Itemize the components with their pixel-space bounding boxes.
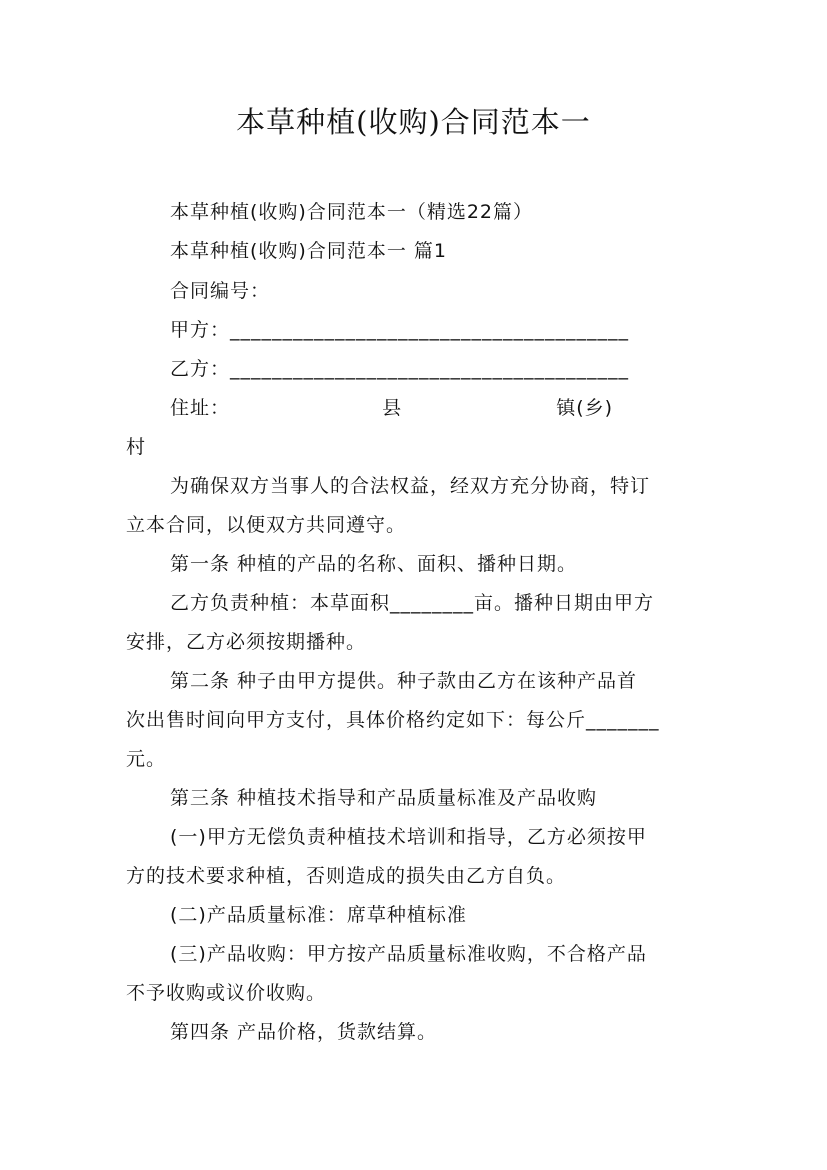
party-a-field: 甲方：______________________________________ <box>170 319 630 341</box>
article-heading: 第一条 种植的产品的名称、面积、播种日期。 <box>170 553 578 575</box>
paragraph-line: 方的技术要求种植，否则造成的损失由乙方自负。 <box>126 865 567 887</box>
county-label: 县 <box>382 397 403 419</box>
document-title: 本草种植(收购)合同范本一 <box>236 105 591 139</box>
party-b-field: 乙方：______________________________________ <box>170 358 630 380</box>
paragraph-line: 为确保双方当事人的合法权益，经双方充分协商，特订 <box>170 475 651 497</box>
contract-number-label: 合同编号： <box>170 280 271 302</box>
town-label: 镇(乡) <box>556 397 614 419</box>
paragraph-line: (三)产品收购：甲方按产品质量标准收购，不合格产品 <box>170 943 647 965</box>
paragraph-line: (二)产品质量标准：席草种植标准 <box>170 904 467 926</box>
address-line <box>170 396 613 420</box>
paragraph-line: 立本合同，以便双方共同遵守。 <box>126 514 407 536</box>
article-heading: 第四条 产品价格，货款结算。 <box>170 1021 438 1043</box>
subtitle-line: 本草种植(收购)合同范本一（精选22篇） <box>170 201 534 223</box>
paragraph-line: 乙方负责种植：本草面积________亩。播种日期由甲方 <box>170 592 655 614</box>
paragraph-line: (一)甲方无偿负责种植技术培训和指导，乙方必须按甲 <box>170 826 647 848</box>
paragraph-line: 元。 <box>126 748 167 770</box>
address-label: 住址： <box>170 397 231 419</box>
article-heading: 第二条 种子由甲方提供。种子款由乙方在该种产品首 <box>170 670 638 692</box>
paragraph-line: 次出售时间向甲方支付，具体价格约定如下：每公斤_______ <box>126 709 660 731</box>
article-heading: 第三条 种植技术指导和产品质量标准及产品收购 <box>170 787 598 809</box>
village-label: 村 <box>126 436 147 458</box>
paragraph-line: 安排，乙方必须按期播种。 <box>126 631 367 653</box>
section-heading: 本草种植(收购)合同范本一 篇1 <box>170 240 447 262</box>
paragraph-line: 不予收购或议价收购。 <box>126 982 327 1004</box>
